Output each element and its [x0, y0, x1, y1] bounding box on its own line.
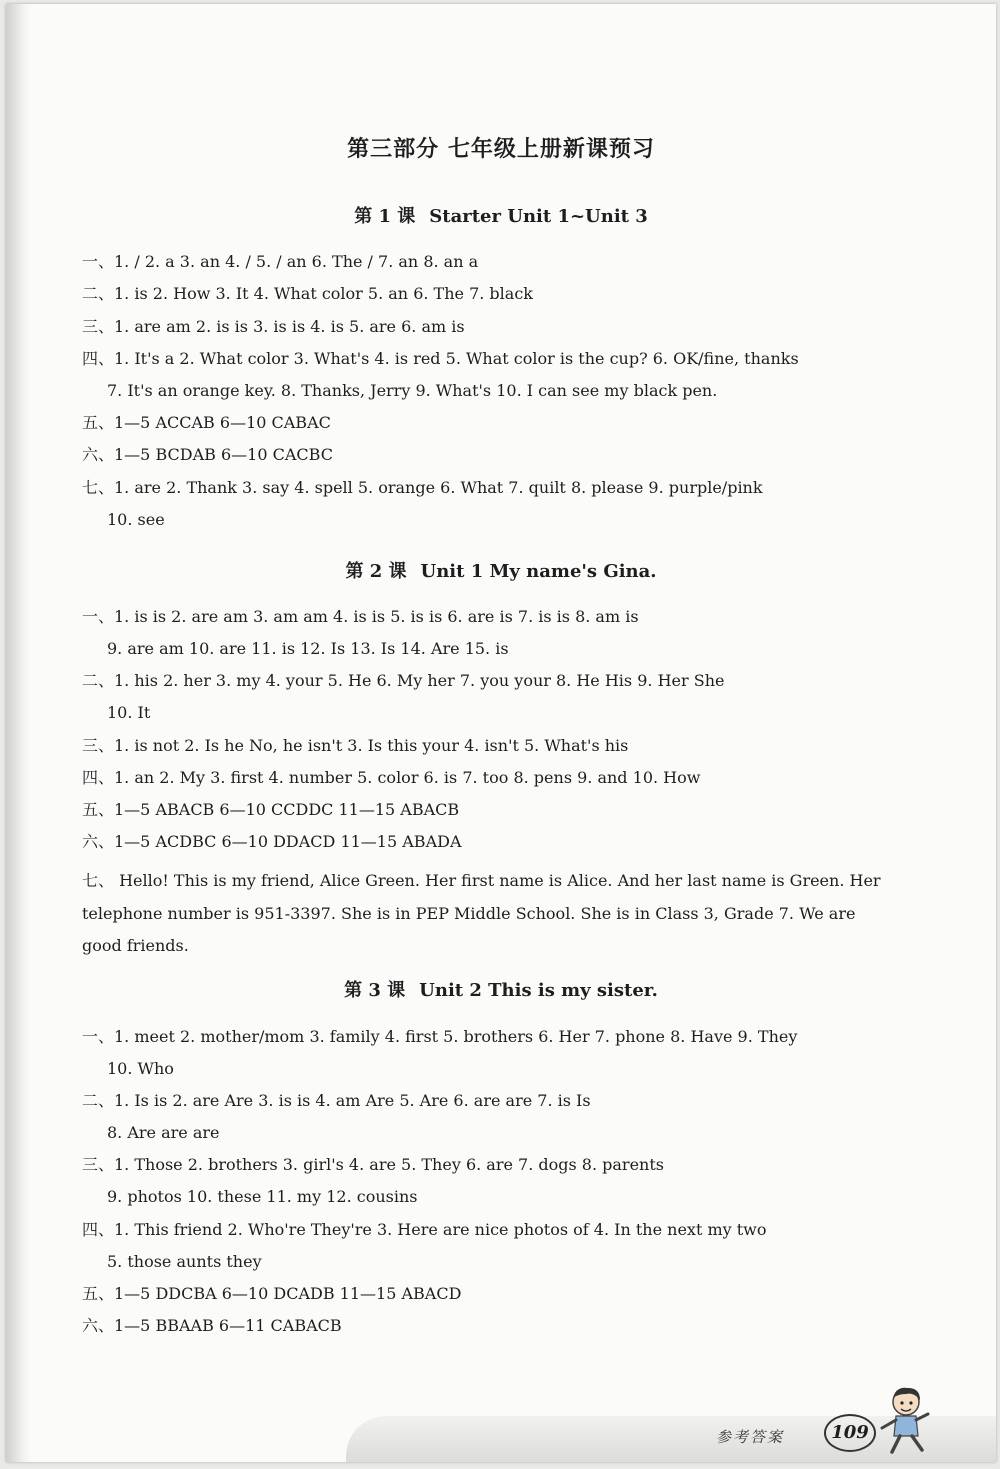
answer-line: 9. photos 10. these 11. my 12. cousins [107, 1187, 418, 1206]
page-number: 109 [824, 1414, 876, 1452]
footer-label: 参考答案 [716, 1428, 785, 1446]
answer-line: 六、1—5 ACDBC 6—10 DDACD 11—15 ABADA [82, 832, 462, 851]
running-boy-mascot-icon [874, 1384, 934, 1456]
answer-line: 三、1. Those 2. brothers 3. girl's 4. are 5. They 6. are 7. dogs 8. parents [82, 1155, 664, 1174]
section-1-lesson: 第 1 课 [354, 206, 416, 227]
answer-line: 一、1. meet 2. mother/mom 3. family 4. first 5. brothers 6. Her 7. phone 8. Have 9. They [82, 1027, 798, 1046]
answer-line: 10. Who [107, 1059, 174, 1078]
answer-line: 二、1. his 2. her 3. my 4. your 5. He 6. My her 7. you your 8. He His 9. Her She [82, 671, 725, 690]
answer-line: 四、1. This friend 2. Who're They're 3. Here are nice photos of 4. In the next my two [82, 1220, 767, 1239]
answer-line: 一、1. / 2. a 3. an 4. / 5. / an 6. The / 7. an 8. an a [82, 252, 479, 271]
answer-line: 五、1—5 ABACB 6—10 CCDDC 11—15 ABACB [82, 800, 460, 819]
answer-line: 5. those aunts they [107, 1252, 262, 1271]
section-1-unit: Starter Unit 1~Unit 3 [429, 206, 648, 227]
answer-line: 二、1. is 2. How 3. It 4. What color 5. an 6. The 7. black [82, 284, 533, 303]
section-1-title [6, 202, 996, 228]
answer-line: 三、1. is not 2. Is he No, he isn't 3. Is this your 4. isn't 5. What's his [82, 736, 629, 755]
answer-line: 五、1—5 DDCBA 6—10 DCADB 11—15 ABACD [82, 1284, 462, 1303]
section-3-unit: Unit 2 This is my sister. [419, 980, 658, 1001]
answer-page [6, 4, 996, 1462]
answer-line: 三、1. are am 2. is is 3. is is 4. is 5. are 6. am is [82, 317, 465, 336]
answer-line: 六、1—5 BBAAB 6—11 CABACB [82, 1316, 342, 1335]
section-2-unit: Unit 1 My name's Gina. [420, 561, 657, 582]
answer-line: 10. see [107, 510, 165, 529]
answer-line: 七、1. are 2. Thank 3. say 4. spell 5. orange 6. What 7. quilt 8. please 9. purple/pink [82, 478, 763, 497]
answer-line: 六、1—5 BCDAB 6—10 CACBC [82, 445, 333, 464]
answer-line: 7. It's an orange key. 8. Thanks, Jerry 9. What's 10. I can see my black pen. [107, 381, 718, 400]
answer-line: 二、1. Is is 2. are Are 3. is is 4. am Are 5. Are 6. are are 7. is Is [82, 1091, 591, 1110]
answer-line: 四、1. It's a 2. What color 3. What's 4. is red 5. What color is the cup? 6. OK/fine, thanks [82, 349, 799, 368]
answer-line: 五、1—5 ACCAB 6—10 CABAC [82, 413, 331, 432]
section-2-lesson: 第 2 课 [345, 561, 407, 582]
answer-line: 10. It [107, 703, 151, 722]
answer-line: 8. Are are are [107, 1123, 220, 1142]
section-3-lesson: 第 3 课 [344, 980, 406, 1001]
answer-paragraph: 七、 Hello! This is my friend, Alice Green. Her first name is Alice. And her last name is Green. Her telephone number is 951-3397. She is in PEP Middle School. She is in Class 3, Grade 7. We are good friends. [82, 871, 881, 955]
answer-line: 9. are am 10. are 11. is 12. Is 13. Is 14. Are 15. is [107, 639, 509, 658]
answer-line: 一、1. is is 2. are am 3. am am 4. is is 5. is is 6. are is 7. is is 8. am is [82, 607, 639, 626]
section-3-title [6, 976, 996, 1002]
answer-line: 四、1. an 2. My 3. first 4. number 5. color 6. is 7. too 8. pens 9. and 10. How [82, 768, 701, 787]
page-title: 第三部分 七年级上册新课预习 [347, 137, 655, 162]
section-2-title [6, 557, 996, 583]
